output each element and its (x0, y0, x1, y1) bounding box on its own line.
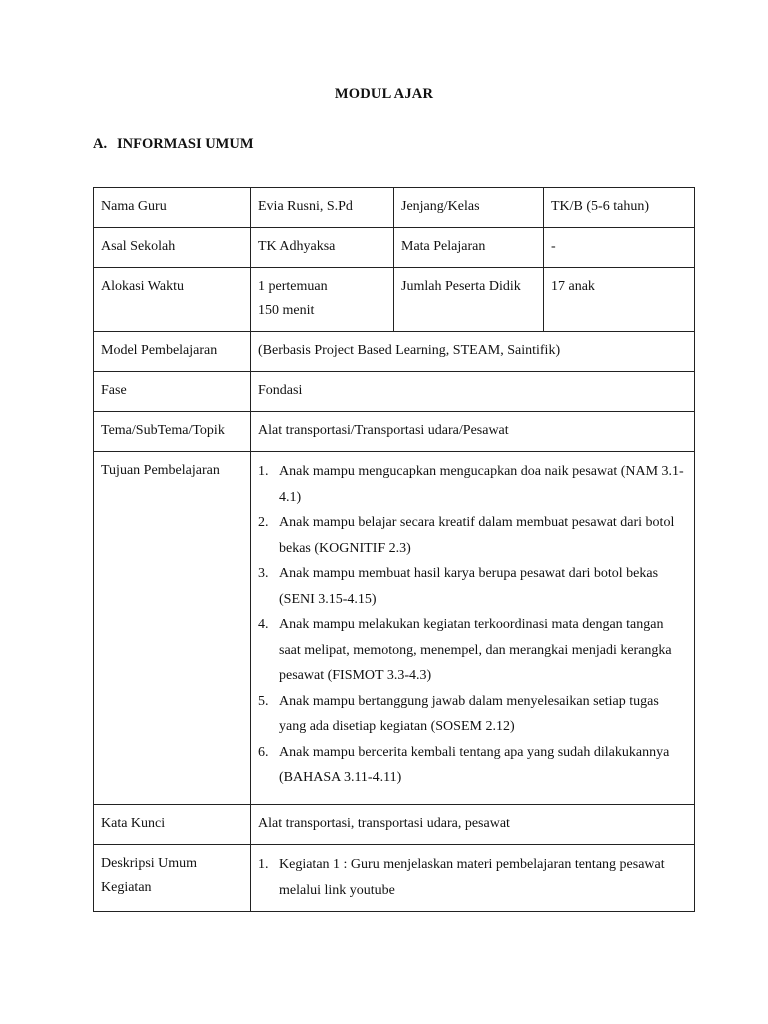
kata-kunci-label: Kata Kunci (94, 805, 251, 845)
list-item (258, 852, 687, 903)
alokasi-line-1: 1 pertemuan (258, 279, 328, 294)
asal-sekolah-label: Asal Sekolah (94, 228, 251, 268)
section-letter: A. (93, 136, 108, 152)
deskripsi-label-line-2: Kegiatan (101, 880, 152, 895)
section-heading (93, 136, 254, 153)
list-number: 1. (258, 464, 269, 479)
jumlah-value: 17 anak (544, 268, 695, 332)
deskripsi-list (258, 852, 687, 903)
tujuan-list-cell (251, 452, 695, 805)
kata-kunci-value: Alat transportasi, transportasi udara, pesawat (251, 805, 695, 845)
fase-label: Fase (94, 372, 251, 412)
jumlah-label: Jumlah Peserta Didik (394, 268, 544, 332)
list-number: 5. (258, 693, 269, 709)
jenjang-value: TK/B (5-6 tahun) (544, 188, 695, 228)
info-table (93, 187, 695, 912)
list-item (258, 689, 687, 740)
mata-pelajaran-label: Mata Pelajaran (394, 228, 544, 268)
list-text: Anak mampu mengucapkan mengucapkan doa naik pesawat (NAM 3.1-4.1) (279, 464, 684, 505)
tujuan-list (258, 459, 687, 791)
table-row (94, 332, 695, 372)
list-item (258, 612, 687, 689)
list-number: 2. (258, 515, 269, 530)
deskripsi-label-line-1: Deskripsi Umum (101, 856, 198, 871)
model-label: Model Pembelajaran (94, 332, 251, 372)
page-title: MODUL AJAR (334, 86, 434, 102)
fase-value: Fondasi (251, 372, 695, 412)
table-row (94, 845, 695, 912)
nama-guru-value: Evia Rusni, S.Pd (251, 188, 394, 228)
list-item (258, 510, 687, 561)
section-title: INFORMASI UMUM (117, 136, 254, 152)
tema-label: Tema/SubTema/Topik (94, 412, 251, 452)
tujuan-label: Tujuan Pembelajaran (94, 452, 251, 805)
deskripsi-list-cell (251, 845, 695, 912)
alokasi-label: Alokasi Waktu (94, 268, 251, 332)
list-number: 4. (258, 617, 269, 632)
jenjang-label: Jenjang/Kelas (394, 188, 544, 228)
list-text: Kegiatan 1 : Guru menjelaskan materi pembelajaran tentang pesawat melalui link youtube (279, 857, 665, 898)
list-text: Anak mampu bercerita kembali tentang apa yang sudah dilakukannya (BAHASA 3.11-4.11) (279, 744, 670, 785)
list-number: 3. (258, 566, 269, 581)
deskripsi-label (94, 845, 251, 912)
table-row (94, 805, 695, 845)
list-number: 1. (258, 857, 269, 872)
table-row (94, 188, 695, 228)
nama-guru-label: Nama Guru (94, 188, 251, 228)
mata-pelajaran-value: - (544, 228, 695, 268)
table-row (94, 372, 695, 412)
table-row (94, 452, 695, 805)
list-text: Anak mampu melakukan kegiatan terkoordinasi mata dengan tangan saat melipat, memotong, menempel, dan merangkai menjadi kerangka pesawat (FISMOT 3.3-4.3) (279, 617, 672, 683)
list-text: Anak mampu bertanggung jawab dalam menyelesaikan setiap tugas yang ada disetiap kegiatan (SOSEM 2.12) (279, 693, 659, 734)
list-item (258, 740, 687, 791)
table-row (94, 228, 695, 268)
list-item (258, 561, 687, 612)
list-text: Anak mampu membuat hasil karya berupa pesawat dari botol bekas (SENI 3.15-4.15) (279, 566, 659, 607)
tema-value: Alat transportasi/Transportasi udara/Pesawat (251, 412, 695, 452)
table-row (94, 268, 695, 332)
list-number: 6. (258, 744, 269, 760)
asal-sekolah-value: TK Adhyaksa (251, 228, 394, 268)
list-text: Anak mampu belajar secara kreatif dalam membuat pesawat dari botol bekas (KOGNITIF 2.3) (279, 515, 675, 556)
list-item (258, 459, 687, 510)
model-value: (Berbasis Project Based Learning, STEAM, Saintifik) (251, 332, 695, 372)
alokasi-value (251, 268, 394, 332)
alokasi-line-2: 150 menit (258, 303, 315, 318)
table-row (94, 412, 695, 452)
